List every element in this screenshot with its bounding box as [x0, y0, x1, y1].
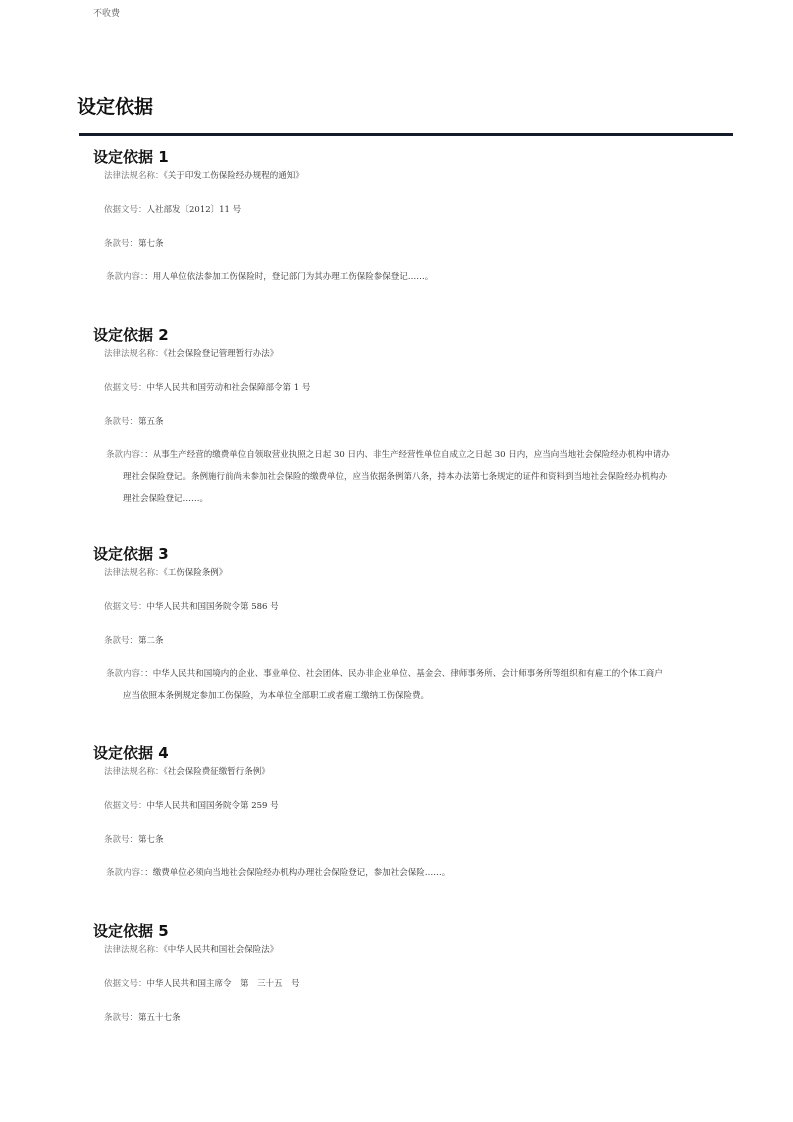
clause-no-field — [104, 834, 713, 846]
clause-no-field — [104, 238, 713, 250]
field-label: 依据文号： — [104, 383, 147, 393]
clause-content-field — [106, 444, 713, 510]
field-value: 《社会保险登记管理暂行办法》 — [163, 349, 279, 359]
field-label: 法律法规名称： — [104, 568, 164, 578]
law-name-field — [104, 944, 713, 956]
field-value: 《工伤保险条例》 — [163, 568, 228, 578]
field-label: 条款号： — [104, 239, 139, 249]
field-label: 依据文号： — [104, 979, 147, 989]
field-value: 人社部发〔2012〕11 号 — [146, 205, 242, 215]
law-name-field — [104, 348, 713, 360]
field-label: 条款内容： — [106, 868, 145, 878]
field-label: 条款号： — [104, 636, 139, 646]
field-value: ：从事生产经营的缴费单位自领取营业执照之日起 30 日内、非生产经营性单位自成立之日起 30 日内，应当向当地社会保险经办机构申请办 — [144, 450, 670, 460]
page-title: 设定依据 — [77, 96, 154, 118]
basis-heading: 设定依据 4 — [93, 744, 169, 762]
header-note: 不收费 — [93, 9, 121, 19]
field-label: 条款内容： — [106, 669, 145, 679]
field-label: 条款内容： — [106, 450, 145, 460]
field-value: 第五十七条 — [138, 1013, 181, 1023]
field-label: 依据文号： — [104, 801, 147, 811]
field-label: 依据文号： — [104, 205, 147, 215]
doc-no-field — [104, 382, 713, 394]
field-value: ：缴费单位必须向当地社会保险经办机构办理社会保险登记，参加社会保险……。 — [144, 868, 451, 878]
law-name-field — [104, 567, 713, 579]
law-name-field — [104, 766, 713, 778]
field-value: 第七条 — [138, 835, 164, 845]
field-value: 中华人民共和国劳动和社会保障部令第 1 号 — [146, 383, 311, 393]
field-value: ：中华人民共和国境内的企业、事业单位、社会团体、民办非企业单位、基金会、律师事务所、会计师事务所等组织和有雇工的个体工商户 — [144, 669, 663, 679]
clause-content-field — [106, 663, 713, 707]
clause-content-field — [106, 862, 713, 884]
content-line — [106, 266, 713, 288]
field-label: 法律法规名称： — [104, 767, 164, 777]
basis-section-1 — [93, 148, 713, 288]
basis-section-4 — [93, 744, 713, 884]
basis-heading: 设定依据 2 — [93, 326, 169, 344]
field-value: 第五条 — [138, 417, 164, 427]
field-value: 中华人民共和国国务院令第 586 号 — [146, 602, 279, 612]
field-label: 法律法规名称： — [104, 349, 164, 359]
field-label: 法律法规名称： — [104, 945, 164, 955]
basis-section-2 — [93, 326, 713, 510]
content-line — [106, 663, 713, 685]
field-label: 法律法规名称： — [104, 171, 164, 181]
clause-content-field — [106, 266, 713, 288]
field-value: 《中华人民共和国社会保险法》 — [163, 945, 279, 955]
basis-section-5 — [93, 922, 713, 1024]
doc-no-field — [104, 800, 713, 812]
field-label: 依据文号： — [104, 602, 147, 612]
clause-no-field — [104, 1012, 713, 1024]
doc-no-field — [104, 204, 713, 216]
title-divider — [79, 133, 733, 136]
clause-no-field — [104, 635, 713, 647]
field-label: 条款号： — [104, 1013, 139, 1023]
basis-section-3 — [93, 545, 713, 707]
field-value: 第二条 — [138, 636, 164, 646]
field-value: 《关于印发工伤保险经办规程的通知》 — [163, 171, 304, 181]
doc-no-field — [104, 601, 713, 613]
field-value: 第七条 — [138, 239, 164, 249]
field-value: ：用人单位依法参加工伤保险时，登记部门为其办理工伤保险参保登记……。 — [144, 272, 434, 282]
content-line: 理社会保险登记。条例施行前尚未参加社会保险的缴费单位，应当依据条例第八条，持本办法第七条规定的证件和资料到当地社会保险经办机构办 — [123, 472, 668, 482]
clause-no-field — [104, 416, 713, 428]
field-label: 条款号： — [104, 835, 139, 845]
basis-heading: 设定依据 1 — [93, 148, 169, 166]
field-value: 《社会保险费征缴暂行条例》 — [163, 767, 270, 777]
law-name-field — [104, 170, 713, 182]
field-value: 中华人民共和国国务院令第 259 号 — [146, 801, 279, 811]
doc-no-field — [104, 978, 713, 990]
content-line — [106, 862, 713, 884]
field-label: 条款号： — [104, 417, 139, 427]
field-value: 中华人民共和国主席令 第 三十五 号 — [146, 979, 300, 989]
content-line: 理社会保险登记……。 — [123, 494, 209, 504]
basis-heading: 设定依据 5 — [93, 922, 169, 940]
field-label: 条款内容： — [106, 272, 145, 282]
content-line — [106, 444, 713, 466]
content-line: 应当依照本条例规定参加工伤保险，为本单位全部职工或者雇工缴纳工伤保险费。 — [123, 691, 430, 701]
basis-heading: 设定依据 3 — [93, 545, 169, 563]
